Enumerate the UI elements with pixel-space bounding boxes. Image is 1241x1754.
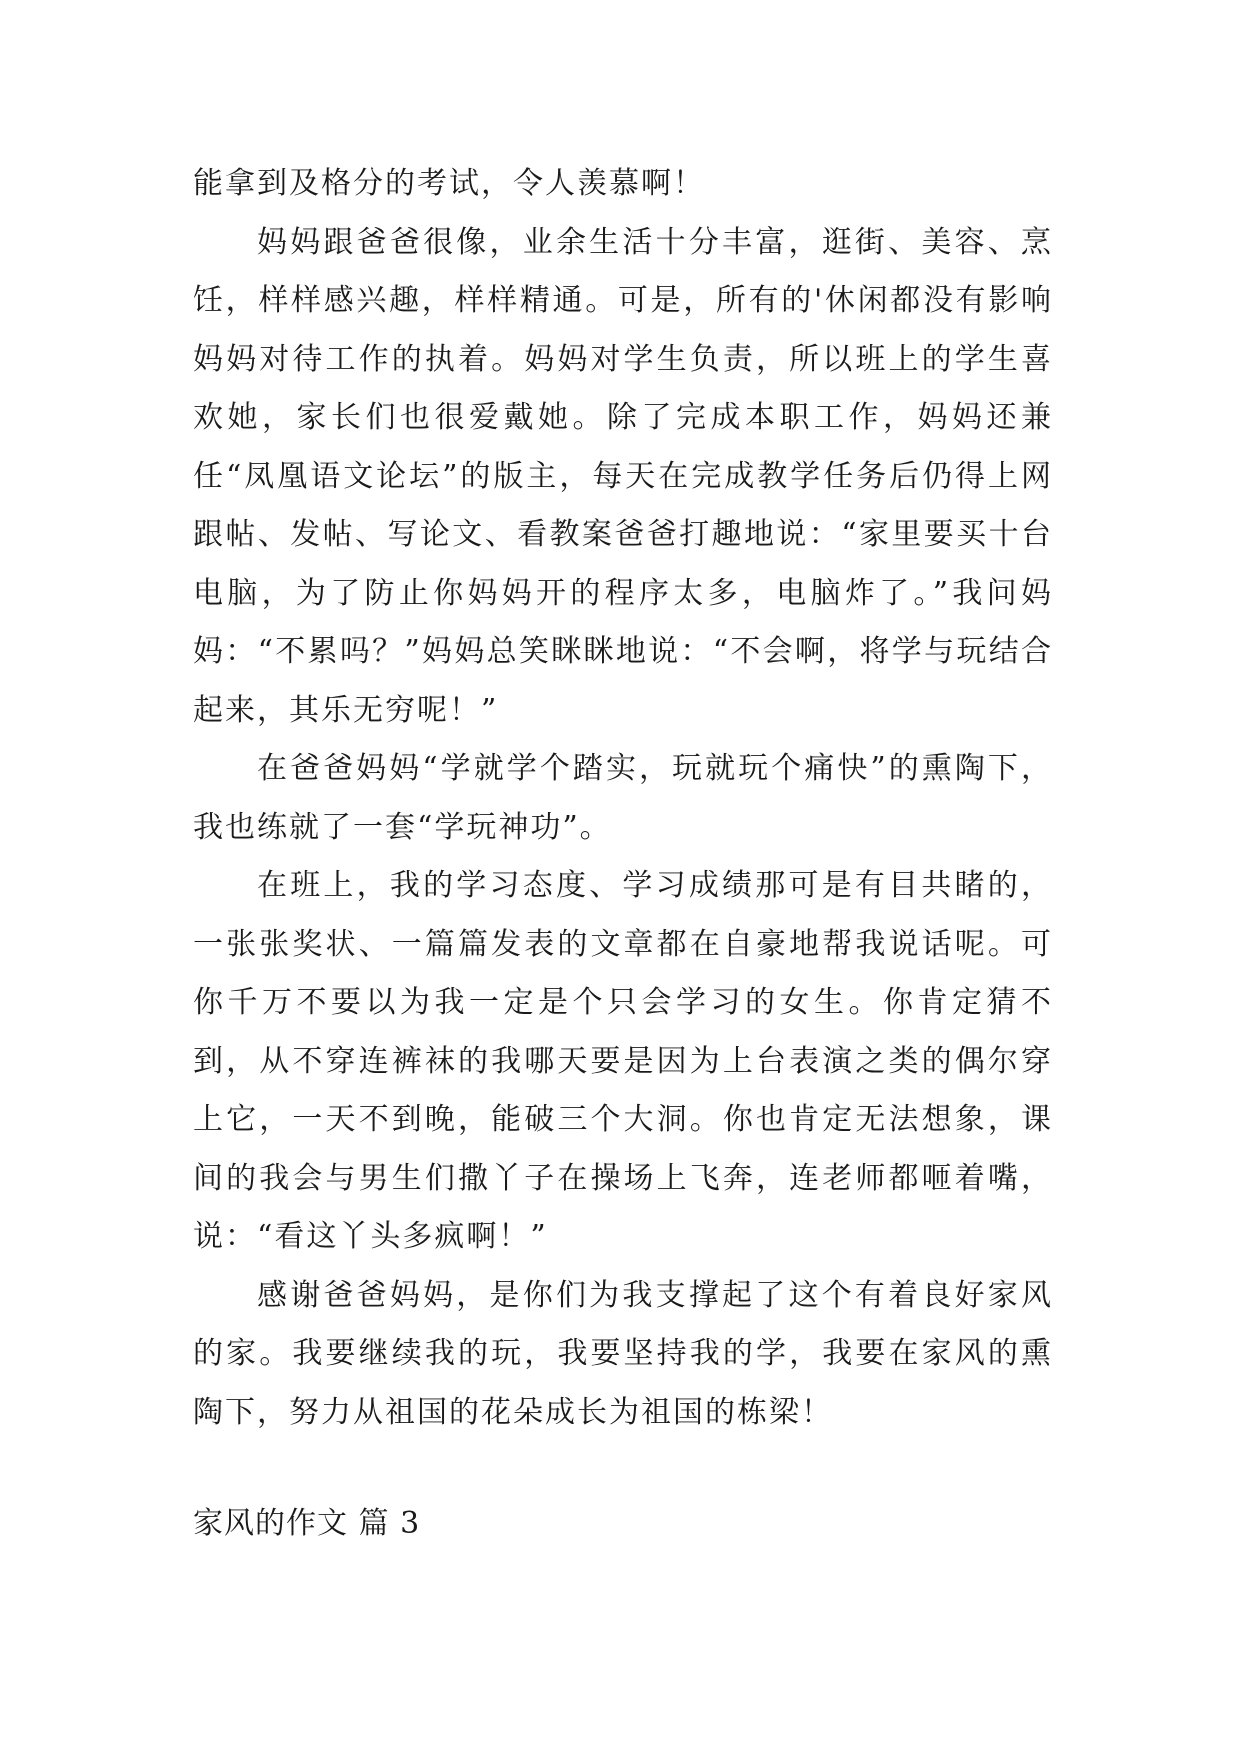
paragraph-school: 在班上，我的学习态度、学习成绩那可是有目共睹的，一张张奖状、一篇篇发表的文章都在自豪地帮我说话呢。可你千万不要以为我一定是个只会学习的女生。你肯定猜不到，从不穿连裤袜的我哪天要是因为上台表演之类的偶尔穿上它，一天不到晚，能破三个大洞。你也肯定无法想象，课间的我会与男生们撒丫子在操场上飞奔，连老师都咂着嘴，说：“看这丫头多疯啊！” <box>193 868 1053 1254</box>
paragraph-thanks: 感谢爸爸妈妈，是你们为我支撑起了这个有着良好家风的家。我要继续我的玩，我要坚持我的学，我要在家风的熏陶下，努力从祖国的花朵成长为祖国的栋梁！ <box>193 1277 1053 1430</box>
essay-body <box>193 155 1053 1442</box>
paragraph-continuation: 能拿到及格分的考试，令人羡慕啊！ <box>193 166 705 201</box>
paragraph-mother: 妈妈跟爸爸很像，业余生活十分丰富，逛街、美容、烹饪，样样感兴趣，样样精通。可是，所有的'休闲都没有影响妈妈对待工作的执着。妈妈对学生负责，所以班上的学生喜欢她，家长们也很爱戴她。除了完成本职工作，妈妈还兼任“凤凰语文论坛”的版主，每天在完成教学任务后仍得上网跟帖、发帖、写论文、看教案爸爸打趣地说：“家里要买十台电脑，为了防止你妈妈开的程序太多，电脑炸了。”我问妈妈：“不累吗？”妈妈总笑眯眯地说：“不会啊，将学与玩结合起来，其乐无穷呢！” <box>193 224 1053 728</box>
paragraph-influence: 在爸爸妈妈“学就学个踏实，玩就玩个痛快”的熏陶下，我也练就了一套“学玩神功”。 <box>193 751 1053 845</box>
section-heading: 家风的作文 篇 3 <box>193 1506 421 1541</box>
